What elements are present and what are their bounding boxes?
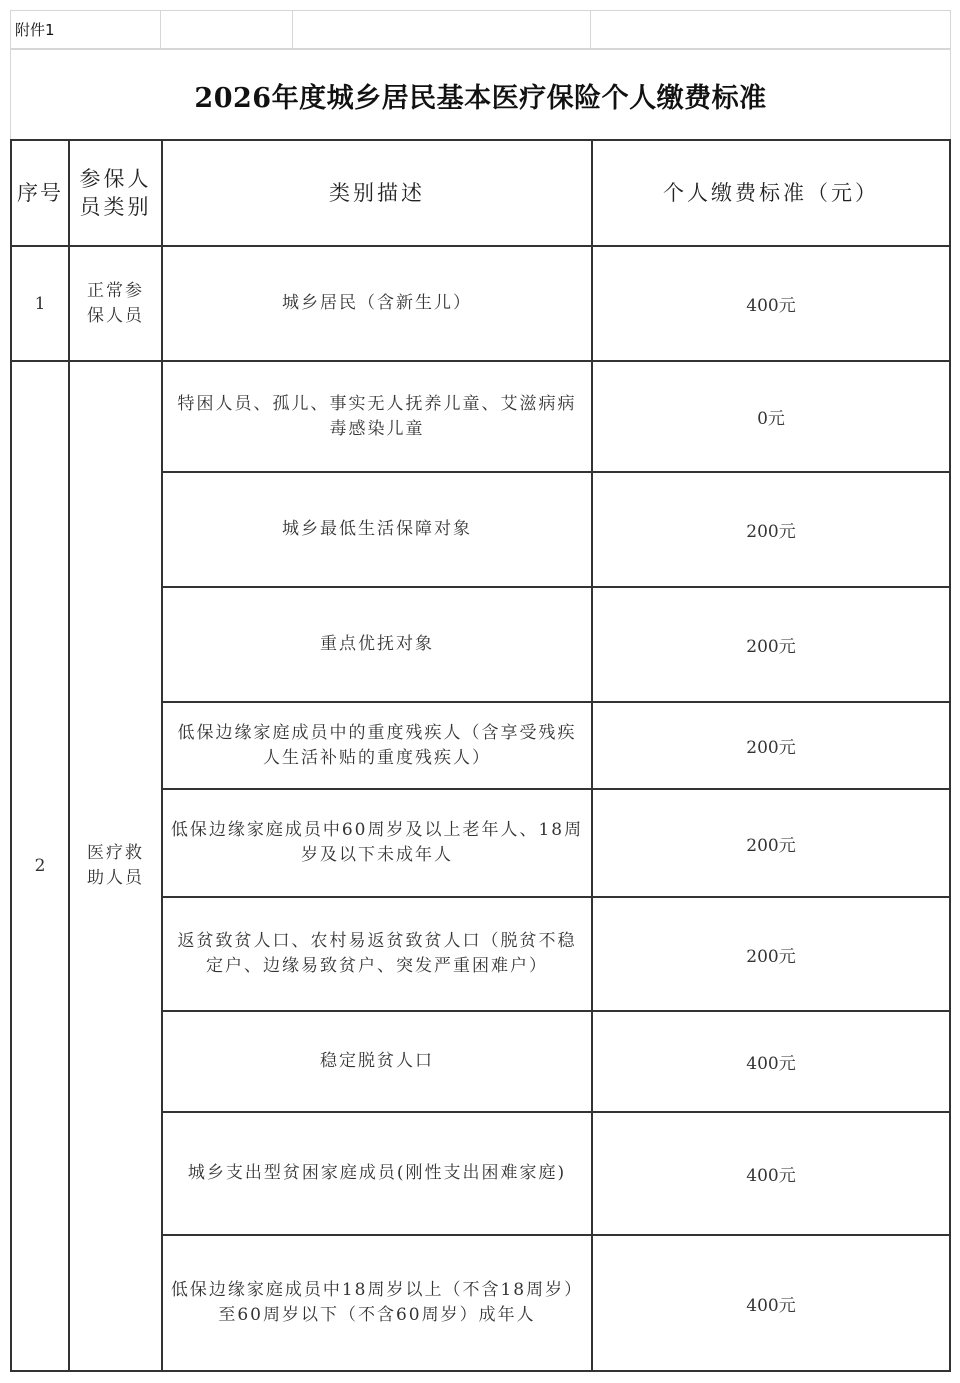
row-category: 医疗救助人员 <box>87 843 144 888</box>
header-standard: 个人缴费标准（元） <box>663 180 879 205</box>
attachment-label: 附件1 <box>10 10 161 49</box>
row-description: 重点优抚对象 <box>320 634 434 655</box>
row-description: 特困人员、孤儿、事实无人抚养儿童、艾滋病病毒感染儿童 <box>177 393 577 439</box>
header-seq: 序号 <box>17 180 63 205</box>
row-amount: 200元 <box>746 835 796 856</box>
row-amount: 200元 <box>746 637 796 657</box>
row-amount: 200元 <box>746 738 796 758</box>
blank-cell <box>292 10 591 49</box>
row-amount: 400元 <box>746 1054 796 1074</box>
row-description: 稳定脱贫人口 <box>320 1051 434 1072</box>
row-description: 返贫致贫人口、农村易返贫致贫人口（脱贫不稳定户、边缘易致贫户、突发严重困难户） <box>177 931 577 976</box>
header-category: 参保人员类别 <box>79 166 152 219</box>
row-amount: 400元 <box>746 296 796 316</box>
row-amount: 200元 <box>746 946 796 967</box>
row-description: 城乡居民（含新生儿） <box>282 293 472 314</box>
row-amount: 0元 <box>757 409 785 429</box>
row-seq: 1 <box>34 293 46 314</box>
row-category: 正常参保人员 <box>87 280 144 326</box>
header-description: 类别描述 <box>329 180 425 205</box>
row-description: 低保边缘家庭成员中的重度残疾人（含享受残疾人生活补贴的重度残疾人） <box>177 722 577 768</box>
row-seq: 2 <box>34 856 46 876</box>
blank-cell <box>160 10 293 49</box>
document-title: 2026年度城乡居民基本医疗保险个人缴费标准 <box>10 49 951 140</box>
row-description: 城乡支出型贫困家庭成员(刚性支出困难家庭) <box>187 1163 567 1184</box>
row-amount: 400元 <box>746 1166 796 1186</box>
row-description: 城乡最低生活保障对象 <box>282 519 472 540</box>
fee-standard-table <box>10 139 951 1372</box>
blank-cell <box>590 10 951 49</box>
row-description: 低保边缘家庭成员中18周岁以上（不含18周岁）至60周岁以下（不含60周岁）成年人 <box>170 1280 584 1325</box>
row-amount: 400元 <box>746 1295 796 1316</box>
row-amount: 200元 <box>746 522 796 542</box>
row-description: 低保边缘家庭成员中60周岁及以上老年人、18周岁及以下未成年人 <box>170 820 584 865</box>
